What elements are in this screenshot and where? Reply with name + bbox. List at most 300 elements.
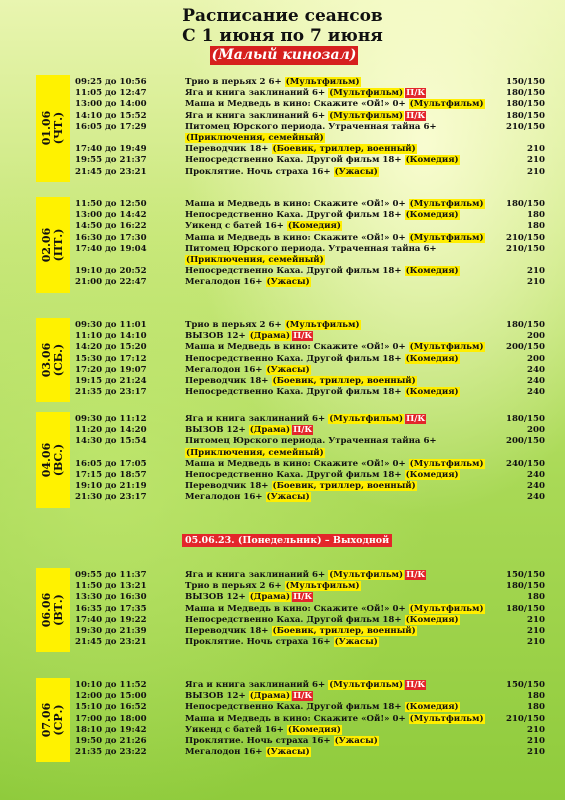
film-genre: (Ужасы) [266,364,310,375]
film-genre: (Приключения, семейный) [186,447,324,458]
session-price: 210 [527,277,545,288]
film-title: Маша и Медведь в кино: Скажите «Ой!» 0+ [185,199,409,209]
session-film [185,199,485,210]
film-title: Непосредственно Каха. Другой фильм 18+ [185,387,405,398]
film-genre: (Комедия) [405,614,459,625]
session-time: 17:00 до 18:00 [75,713,147,724]
day-date: 02.06 [40,227,53,263]
session-film [185,481,417,492]
session-price: 180/150 [505,99,545,110]
session-row [75,77,545,88]
session-price: 210/150 [505,243,545,254]
session-price: 240 [527,470,545,480]
session-time: 16:30 до 17:30 [75,232,147,243]
day-label-box [36,75,70,182]
pk-badge: П/К [406,110,426,121]
day-weekday: (ЧТ.) [52,112,65,145]
session-film [185,155,460,166]
film-title: Непосредственно Каха. Другой фильм 18+ [185,210,405,221]
session-row [75,702,545,713]
film-title: ВЫЗОВ 12+ [185,592,249,603]
day-weekday: (СР.) [52,704,65,736]
film-genre: (Мультфильм) [329,680,404,690]
film-genre: (Ужасы) [266,747,310,758]
session-film [185,570,426,581]
session-film [185,88,426,99]
session-film [185,492,311,503]
session-time: 21:00 до 22:47 [75,277,147,288]
session-time: 17:40 до 19:04 [75,243,147,254]
day-label [41,443,65,477]
session-row [75,199,545,210]
session-price: 240 [527,481,545,492]
film-genre: (Ужасы) [266,277,310,288]
pk-badge: П/К [406,570,426,580]
session-row [75,155,545,166]
day-date: 01.06 [40,111,53,146]
session-row [75,255,545,266]
day-label-box [36,678,70,762]
session-price: 240 [527,492,545,503]
pk-badge: П/К [406,680,426,690]
session-film [185,581,361,592]
film-genre: (Драма) [249,425,291,436]
session-price: 180/150 [505,199,545,209]
session-film [185,210,460,221]
session-time: 16:05 до 17:29 [75,121,147,132]
session-time: 13:30 до 16:30 [75,592,147,603]
session-film [185,122,437,133]
session-film [185,233,485,244]
day-weekday: (ВТ.) [52,594,65,627]
session-time: 09:30 до 11:12 [75,414,147,424]
film-genre: (Боевик, триллер, военный) [272,376,416,386]
session-row [75,320,545,331]
session-row [75,736,545,747]
session-row [75,637,545,648]
film-genre: (Боевик, триллер, военный) [272,481,416,492]
film-title: Яга и книга заклинаний 6+ [185,680,329,690]
film-title: Маша и Медведь в кино: Скажите «Ой!» 0+ [185,713,409,724]
film-title: Маша и Медведь в кино: Скажите «Ой!» 0+ [185,99,409,110]
film-title: Непосредственно Каха. Другой фильм 18+ [185,353,405,364]
day-weekday: (ВС.) [52,443,65,476]
session-film [185,342,485,353]
pk-badge: П/К [406,414,426,424]
session-price: 180 [527,691,545,702]
day-weekday: (ПТ.) [52,228,65,262]
film-title: ВЫЗОВ 12+ [185,331,249,342]
session-time: 13:00 до 14:00 [75,99,147,110]
session-time: 16:35 до 17:35 [75,603,147,614]
session-row [75,233,545,244]
film-genre: (Приключения, семейный) [186,133,324,143]
film-genre: (Мультфильм) [409,458,484,469]
day-date: 06.06 [40,592,53,628]
session-time: 13:00 до 14:42 [75,210,147,221]
session-row [75,111,545,122]
session-row [75,680,545,691]
session-film [185,615,460,626]
session-price: 200 [527,331,545,342]
session-price: 210 [527,736,545,746]
session-film [185,459,485,470]
session-time: 11:05 до 12:47 [75,88,147,99]
session-price: 180 [527,221,545,232]
session-film [185,436,437,447]
session-row [75,615,545,626]
session-row [75,414,545,425]
film-genre: (Мультфильм) [409,603,484,614]
film-title: Переводчик 18+ [185,144,272,155]
film-title: Непосредственно Каха. Другой фильм 18+ [185,266,405,277]
session-film [185,354,460,365]
film-title: Мегалодон 16+ [185,364,266,375]
film-title: Питомец Юрского периода. Утраченная тайна 6+ [185,121,437,132]
film-genre: (Мультфильм) [329,88,404,99]
session-row [75,210,545,221]
session-time: 15:10 до 16:52 [75,702,147,713]
session-row [75,691,545,702]
session-film [185,331,313,342]
session-row [75,436,545,447]
session-time: 17:20 до 19:07 [75,364,147,375]
session-price: 210/150 [505,713,545,724]
film-genre: (Драма) [249,691,291,702]
session-time: 19:50 до 21:26 [75,736,147,746]
film-title: Проклятие. Ночь страха 16+ [185,736,334,746]
film-title: Яга и книга заклинаний 6+ [185,88,329,99]
session-price: 210/150 [505,232,545,243]
session-price: 150/150 [505,570,545,580]
day-date: 07.06 [40,702,53,738]
session-film [185,637,379,648]
session-film [185,365,311,376]
day-label [41,703,65,737]
session-time: 21:45 до 23:21 [75,166,147,177]
session-row [75,122,545,133]
session-price: 180/150 [505,88,545,99]
session-row [75,365,545,376]
session-price: 210 [527,155,545,166]
session-price: 180/150 [505,603,545,614]
session-film [185,714,485,725]
film-genre: (Комедия) [287,724,341,735]
session-film [185,747,311,758]
session-row [75,133,545,144]
day-date: 03.06 [40,342,53,378]
film-title: Питомец Юрского периода. Утраченная тайна 6+ [185,436,437,447]
session-film [185,320,361,331]
film-title: Непосредственно Каха. Другой фильм 18+ [185,155,405,166]
session-price: 200 [527,353,545,364]
film-title: Проклятие. Ночь страха 16+ [185,166,334,177]
film-genre: (Мультфильм) [329,110,404,121]
session-row [75,331,545,342]
session-row [75,387,545,398]
session-row [75,459,545,470]
session-price: 150/150 [505,77,545,87]
session-film [185,77,361,88]
film-genre: (Комедия) [287,221,341,232]
session-price: 210 [527,266,545,277]
session-film [185,448,325,459]
film-genre: (Ужасы) [266,492,310,503]
film-genre: (Мультфильм) [409,342,484,353]
film-genre: (Мультфильм) [285,581,360,592]
session-row [75,570,545,581]
session-time: 12:00 до 15:00 [75,691,147,702]
day-off-banner: 05.06.23. (Понедельник) – Выходной [182,534,392,547]
film-genre: (Приключения, семейный) [186,255,324,265]
day-date: 04.06 [40,442,53,478]
film-title: Проклятие. Ночь страха 16+ [185,637,334,648]
hall-badge: (Малый кинозал) [211,47,357,63]
session-price: 180 [527,210,545,221]
film-genre: (Ужасы) [334,637,378,648]
session-row [75,221,545,232]
session-film [185,691,313,702]
day-label-box [36,412,70,508]
session-film [185,277,311,288]
session-film [185,255,325,266]
session-film [185,376,417,387]
film-title: Непосредственно Каха. Другой фильм 18+ [185,614,405,625]
film-title: Переводчик 18+ [185,376,272,386]
film-title: Непосредственно Каха. Другой фильм 18+ [185,470,405,480]
session-film [185,626,417,637]
film-genre: (Комедия) [405,210,459,221]
session-film [185,702,460,713]
pk-badge: П/К [293,331,313,342]
session-film [185,592,313,603]
day-label [41,343,65,377]
film-genre: (Боевик, триллер, военный) [272,144,416,155]
film-genre: (Драма) [249,592,291,603]
session-time: 11:20 до 14:20 [75,425,147,436]
session-price: 240 [527,387,545,398]
film-title: Уикенд с батей 16+ [185,221,287,232]
session-film [185,99,485,110]
session-row [75,354,545,365]
session-film [185,604,485,615]
session-row [75,747,545,758]
session-row [75,592,545,603]
film-title: Яга и книга заклинаний 6+ [185,110,329,121]
film-genre: (Мультфильм) [329,570,404,580]
session-time: 21:35 до 23:22 [75,747,147,758]
session-row [75,626,545,637]
film-genre: (Комедия) [405,266,459,277]
date-range: С 1 июня по 7 июня [182,26,383,46]
session-price: 200/150 [505,342,545,353]
session-price: 210 [527,166,545,177]
session-time: 14:10 до 15:52 [75,110,147,121]
session-row [75,714,545,725]
day-weekday: (СБ.) [52,343,65,377]
pk-badge: П/К [293,592,313,603]
pk-badge: П/К [406,88,426,99]
film-title: Яга и книга заклинаний 6+ [185,570,329,580]
session-time: 09:30 до 11:01 [75,320,147,330]
session-time: 17:40 до 19:22 [75,614,147,625]
session-price: 150/150 [505,680,545,690]
session-row [75,266,545,277]
film-title: Мегалодон 16+ [185,492,266,503]
film-genre: (Мультфильм) [285,320,360,330]
session-time: 15:30 до 17:12 [75,353,147,364]
session-time: 19:10 до 20:52 [75,266,147,277]
session-row [75,581,545,592]
film-genre: (Мультфильм) [409,199,484,209]
session-row [75,244,545,255]
session-price: 210/150 [505,121,545,132]
session-price: 210 [527,614,545,625]
session-time: 11:50 до 12:50 [75,199,147,209]
film-genre: (Мультфильм) [409,99,484,110]
session-time: 19:30 до 21:39 [75,626,147,636]
day-label-box [36,318,70,402]
film-genre: (Мультфильм) [285,77,360,87]
film-title: Маша и Медведь в кино: Скажите «Ой!» 0+ [185,342,409,353]
pk-badge: П/К [293,425,313,436]
day-label-box [36,197,70,293]
session-film [185,680,426,691]
session-film [185,470,460,481]
session-time: 21:35 до 23:17 [75,387,147,398]
session-row [75,725,545,736]
session-row [75,492,545,503]
session-time: 17:40 до 19:49 [75,144,147,155]
session-row [75,448,545,459]
session-price: 180/150 [505,110,545,121]
film-genre: (Боевик, триллер, военный) [272,626,416,636]
session-row [75,167,545,178]
session-film [185,387,460,398]
day-label [41,111,65,145]
session-price: 180/150 [505,414,545,424]
session-film [185,736,379,747]
session-price: 180/150 [505,320,545,330]
film-genre: (Комедия) [405,470,459,480]
session-price: 180 [527,592,545,603]
session-time: 19:15 до 21:24 [75,376,147,386]
session-price: 210 [527,747,545,758]
session-time: 19:10 до 21:19 [75,481,147,492]
film-genre: (Ужасы) [334,736,378,746]
session-price: 240 [527,376,545,386]
session-time: 11:50 до 13:21 [75,581,147,592]
film-title: Яга и книга заклинаний 6+ [185,414,329,424]
day-label-box [36,568,70,652]
film-genre: (Мультфильм) [409,713,484,724]
session-row [75,604,545,615]
session-time: 19:55 до 21:37 [75,155,147,166]
session-time: 17:15 до 18:57 [75,470,147,480]
session-film [185,425,313,436]
session-price: 240 [527,364,545,375]
session-time: 14:50 до 16:22 [75,221,147,232]
session-price: 210 [527,144,545,155]
film-genre: (Комедия) [405,353,459,364]
session-film [185,221,342,232]
session-time: 18:10 до 19:42 [75,724,147,735]
session-film [185,414,426,425]
day-label [41,593,65,627]
session-film [185,244,437,255]
film-title: Маша и Медведь в кино: Скажите «Ой!» 0+ [185,232,409,243]
session-price: 210 [527,724,545,735]
session-row [75,99,545,110]
session-price: 200 [527,425,545,436]
session-film [185,725,342,736]
session-time: 16:05 до 17:05 [75,458,147,469]
session-row [75,470,545,481]
session-film [185,144,417,155]
session-time: 10:10 до 11:52 [75,680,147,690]
film-genre: (Комедия) [405,155,459,166]
session-time: 14:20 до 15:20 [75,342,147,353]
film-title: Маша и Медведь в кино: Скажите «Ой!» 0+ [185,458,409,469]
film-title: Переводчик 18+ [185,626,272,636]
session-time: 09:55 до 11:37 [75,570,147,580]
session-price: 180/150 [505,581,545,592]
session-row [75,88,545,99]
session-row [75,277,545,288]
session-film [185,111,426,122]
page-title: Расписание сеансов [182,6,383,26]
session-time: 09:25 до 10:56 [75,77,147,87]
session-price: 180 [527,702,545,713]
session-time: 11:10 до 14:10 [75,331,147,342]
film-title: ВЫЗОВ 12+ [185,425,249,436]
session-time: 14:30 до 15:54 [75,436,147,447]
session-film [185,266,460,277]
film-title: Трио в перьях 2 6+ [185,581,285,592]
film-genre: (Комедия) [405,702,459,713]
session-price: 200/150 [505,436,545,447]
film-title: Уикенд с батей 16+ [185,724,287,735]
session-film [185,167,379,178]
day-label [41,228,65,262]
session-price: 210 [527,626,545,636]
film-title: Мегалодон 16+ [185,277,266,288]
film-genre: (Комедия) [405,387,459,398]
session-price: 210 [527,637,545,648]
session-row [75,376,545,387]
film-title: Непосредственно Каха. Другой фильм 18+ [185,702,405,713]
film-title: Трио в перьях 2 6+ [185,77,285,87]
film-genre: (Мультфильм) [329,414,404,424]
film-genre: (Ужасы) [334,166,378,177]
film-title: Переводчик 18+ [185,481,272,492]
film-title: ВЫЗОВ 12+ [185,691,249,702]
film-genre: (Мультфильм) [409,232,484,243]
film-title: Мегалодон 16+ [185,747,266,758]
film-title: Трио в перьях 2 6+ [185,320,285,330]
session-time: 21:45 до 23:21 [75,637,147,648]
session-row [75,144,545,155]
session-price: 240/150 [505,458,545,469]
session-row [75,481,545,492]
session-row [75,342,545,353]
film-title: Маша и Медведь в кино: Скажите «Ой!» 0+ [185,603,409,614]
session-film [185,133,325,144]
session-time: 21:30 до 23:17 [75,492,147,503]
film-title: Питомец Юрского периода. Утраченная тайна 6+ [185,243,437,254]
film-genre: (Драма) [249,331,291,342]
pk-badge: П/К [293,691,313,702]
